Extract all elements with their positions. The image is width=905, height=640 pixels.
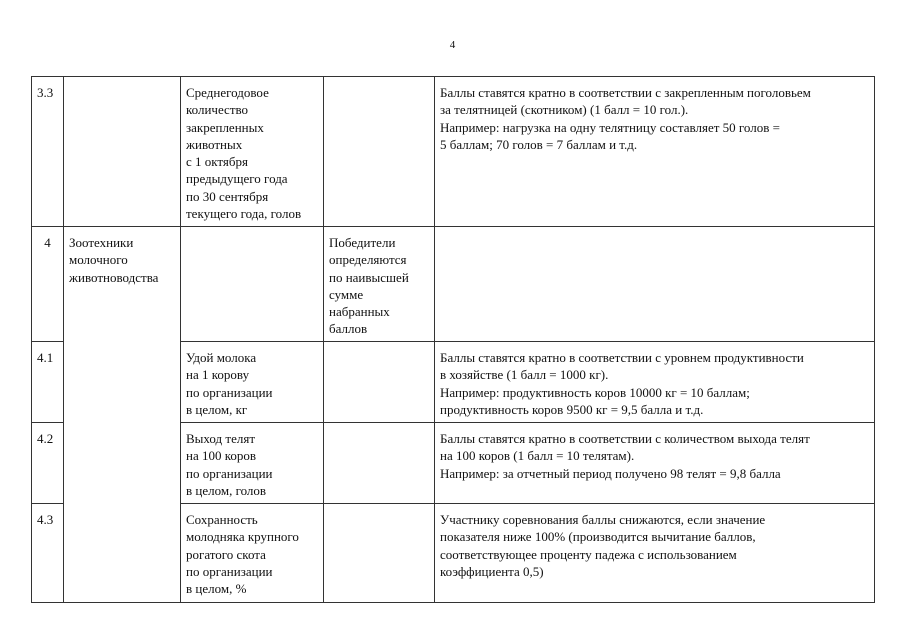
- winner-rule-cell: [324, 342, 435, 423]
- winner-rule-cell: [324, 504, 435, 603]
- criteria-table: [31, 76, 875, 603]
- winner-rule-cell: [324, 423, 435, 504]
- indicator-cell: Сохранность молодняка крупного рогатого скота по организации в целом, %: [181, 504, 324, 603]
- table-row: [32, 77, 875, 227]
- page-number: 4: [449, 39, 456, 51]
- scoring-cell: Баллы ставятся кратно в соответствии с закрепленным поголовьем за телятницей (скотником) (1 балл = 10 гол.). Например: нагрузка на одну телятницу составляет 50 голов = 5 баллам; 70 голов = 7 баллам и т.д.: [435, 77, 875, 227]
- indicator-cell: Выход телят на 100 коров по организации в целом, голов: [181, 423, 324, 504]
- indicator-cell: Среднегодовое количество закрепленных животных с 1 октября предыдущего года по 30 сентября текущего года, голов: [181, 77, 324, 227]
- row-number: 4.3: [32, 504, 64, 603]
- scoring-cell: Баллы ставятся кратно в соответствии с уровнем продуктивности в хозяйстве (1 балл = 1000 кг). Например: продуктивность коров 10000 кг = 10 баллам; продуктивность коров 9500 кг = 9,5 балла и т.д.: [435, 342, 875, 423]
- indicator-cell: [181, 227, 324, 342]
- scoring-cell: Баллы ставятся кратно в соответствии с количеством выхода телят на 100 коров (1 балл = 10 телятам). Например: за отчетный период получено 98 телят = 9,8 балла: [435, 423, 875, 504]
- row-number: 4.2: [32, 423, 64, 504]
- winner-rule-cell: Победители определяются по наивысшей сумме набранных баллов: [324, 227, 435, 342]
- table-row: [32, 227, 875, 342]
- nomination-cell: [64, 77, 181, 227]
- row-number: 3.3: [32, 77, 64, 227]
- row-number: 4.1: [32, 342, 64, 423]
- winner-rule-cell: [324, 77, 435, 227]
- nomination-cell: Зоотехники молочного животноводства: [64, 227, 181, 603]
- indicator-cell: Удой молока на 1 корову по организации в целом, кг: [181, 342, 324, 423]
- scoring-cell: [435, 227, 875, 342]
- row-number: 4: [32, 227, 64, 342]
- scoring-cell: Участнику соревнования баллы снижаются, если значение показателя ниже 100% (производится вычитание баллов, соответствующее проценту падежа с использованием коэффициента 0,5): [435, 504, 875, 603]
